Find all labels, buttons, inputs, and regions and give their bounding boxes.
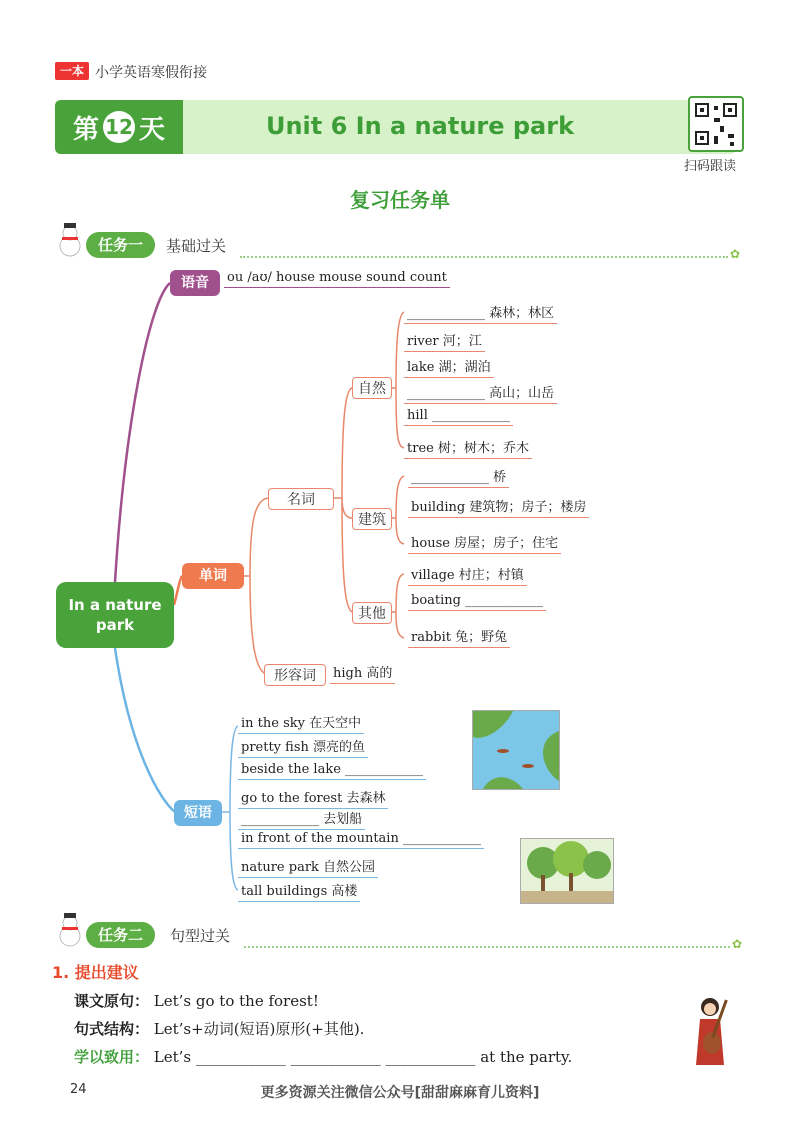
list-item: high 高的 (330, 662, 395, 684)
phrase-item: in the sky 在天空中 (238, 712, 364, 734)
flower-icon: ✿ (732, 937, 743, 951)
list-item: boating ____________ (408, 593, 546, 611)
phrase-item: ____________ 去划船 (238, 808, 365, 830)
task-one-subtitle: 基础过关 (166, 237, 227, 255)
category-building: 建筑 (352, 508, 392, 530)
category-noun: 名词 (268, 488, 334, 510)
mountain-park-illustration (520, 838, 614, 904)
branch-words: 单词 (182, 563, 244, 589)
sentence-row (74, 1018, 364, 1039)
sentence-row (74, 990, 319, 1011)
task-one-pill: 任务一 (86, 232, 155, 258)
sheet-title: 复习任务单 (350, 188, 450, 212)
phrase-item: beside the lake ____________ (238, 762, 426, 780)
mindmap-root: In a nature park (56, 582, 174, 648)
list-item: lake 湖；湖泊 (404, 356, 494, 378)
day-prefix: 第 (72, 114, 99, 145)
phrase-item: pretty fish 漂亮的鱼 (238, 736, 368, 758)
branch-phonics: 语音 (170, 270, 220, 296)
brand-text: 小学英语寒假衔接 (95, 65, 207, 81)
phrase-item: in front of the mountain ____________ (238, 831, 484, 849)
section-heading: 1. 提出建议 (52, 963, 139, 982)
footer-text: 更多资源关注微信公众号[甜甜麻麻育儿资料] (260, 1085, 540, 1101)
phonics-text: ou /aʊ/ house mouse sound count (224, 270, 450, 288)
list-item: hill ____________ (404, 408, 513, 426)
list-item: ____________ 桥 (408, 466, 509, 488)
lake-illustration (472, 710, 560, 790)
task-two-subtitle: 句型过关 (170, 927, 231, 945)
row-text[interactable]: Let’s ____________ ____________ ____________ at the party. (153, 1048, 573, 1066)
branch-phrases: 短语 (174, 800, 222, 826)
list-item: tree 树；树木；乔木 (404, 437, 532, 459)
qr-label: 扫码跟读 (684, 159, 737, 174)
day-suffix: 天 (139, 114, 166, 145)
girl-with-lute-illustration (690, 995, 730, 1067)
page-number: 24 (70, 1082, 87, 1097)
phrase-item: tall buildings 高楼 (238, 880, 360, 902)
flower-icon: ✿ (730, 247, 741, 261)
list-item: house 房屋；房子；住宅 (408, 532, 561, 554)
category-adjective: 形容词 (264, 664, 326, 686)
list-item: river 河；江 (404, 330, 485, 352)
list-item: building 建筑物；房子；楼房 (408, 496, 589, 518)
category-nature: 自然 (352, 377, 392, 399)
row-label: 课文原句： (74, 992, 150, 1010)
unit-title: Unit 6 In a nature park (265, 112, 575, 140)
row-text: Let’s go to the forest! (153, 992, 319, 1010)
row-label: 学以致用： (74, 1048, 150, 1066)
divider (244, 946, 730, 948)
phrase-item: go to the forest 去森林 (238, 787, 388, 809)
sentence-row (74, 1046, 572, 1067)
day-number: 12 (103, 111, 135, 143)
snowman-icon (55, 912, 85, 948)
list-item: ____________ 高山；山岳 (404, 382, 557, 404)
list-item: ____________ 森林；林区 (404, 302, 557, 324)
phrase-item: nature park 自然公园 (238, 856, 378, 878)
list-item: village 村庄；村镇 (408, 564, 527, 586)
category-other: 其他 (352, 602, 392, 624)
row-label: 句式结构： (74, 1020, 150, 1038)
task-two-pill: 任务二 (86, 922, 155, 948)
list-item: rabbit 兔；野兔 (408, 626, 510, 648)
row-text: Let’s+动词(短语)原形(+其他). (153, 1020, 365, 1038)
brand-badge: 一本 (55, 62, 89, 80)
